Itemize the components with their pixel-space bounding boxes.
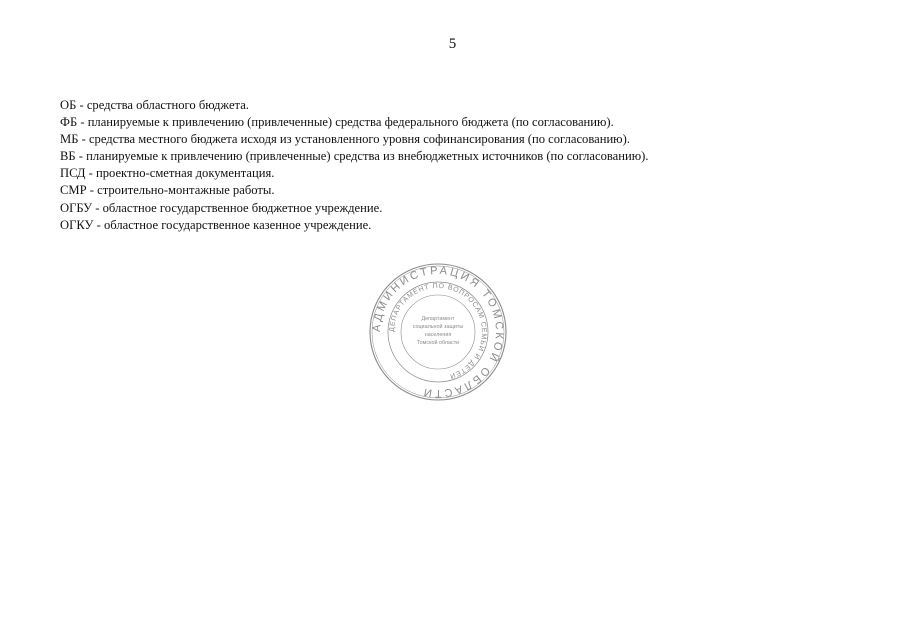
legend-text: областное государственное казенное учреждение. bbox=[103, 217, 372, 232]
legend-item: ОГБУ - областное государственное бюджетное учреждение. bbox=[60, 200, 383, 215]
legend-item: ПСД - проектно-сметная документация. bbox=[60, 166, 275, 181]
legend-item: ОБ - средства областного бюджета. bbox=[60, 98, 249, 112]
seal-graphic bbox=[368, 262, 508, 402]
legend-abbr: СМР bbox=[60, 183, 87, 198]
seal-center-line: социальной защиты bbox=[412, 324, 464, 330]
legend-abbr: ВБ bbox=[60, 149, 76, 164]
seal-outer-text: АДМИНИСТРАЦИЯ ТОМСКОЙ ОБЛАСТИ bbox=[370, 264, 506, 400]
seal-middle-text: ДЕПАРТАМЕНТ ПО ВОПРОСАМ СЕМЬИ И ДЕТЕЙ bbox=[388, 282, 488, 380]
legend-abbr: ОБ bbox=[60, 98, 77, 112]
abbreviation-legend bbox=[60, 97, 649, 234]
legend-item: ОГКУ - областное государственное казенное учреждение. bbox=[60, 217, 372, 232]
seal-center-line: Департамент bbox=[421, 316, 455, 322]
legend-text: планируемые к привлечению (привлеченные) средства федерального бюджета (по согласованию). bbox=[87, 115, 614, 130]
legend-item: ФБ - планируемые к привлечению (привлеченные) средства федерального бюджета (по согласованию). bbox=[60, 115, 614, 130]
legend-abbr: ПСД bbox=[60, 166, 86, 181]
legend-abbr: ОГКУ bbox=[60, 217, 94, 232]
legend-text: проектно-сметная документация. bbox=[95, 166, 275, 181]
legend-text: средства областного бюджета. bbox=[86, 98, 249, 112]
legend-text: средства местного бюджета исходя из установленного уровня софинансирования (по согласованию). bbox=[88, 132, 630, 147]
legend-item: МБ - средства местного бюджета исходя из установленного уровня софинансирования (по согласованию). bbox=[60, 132, 630, 147]
legend-text: областное государственное бюджетное учреждение. bbox=[102, 200, 383, 215]
legend-abbr: ФБ bbox=[60, 115, 78, 130]
legend-abbr: МБ bbox=[60, 132, 79, 147]
legend-item: ВБ - планируемые к привлечению (привлеченные) средства из внебюджетных источников (по согласованию). bbox=[60, 149, 649, 164]
legend-text: планируемые к привлечению (привлеченные) средства из внебюджетных источников (по согласованию). bbox=[86, 149, 649, 164]
legend-text: строительно-монтажные работы. bbox=[97, 183, 275, 198]
page-number: 5 bbox=[448, 36, 457, 52]
seal-center-line: Томской области bbox=[416, 340, 460, 346]
legend-abbr: ОГБУ bbox=[60, 200, 93, 215]
seal-center-line: населения bbox=[424, 332, 452, 338]
official-seal bbox=[368, 262, 508, 402]
legend-item: СМР - строительно-монтажные работы. bbox=[60, 183, 275, 198]
